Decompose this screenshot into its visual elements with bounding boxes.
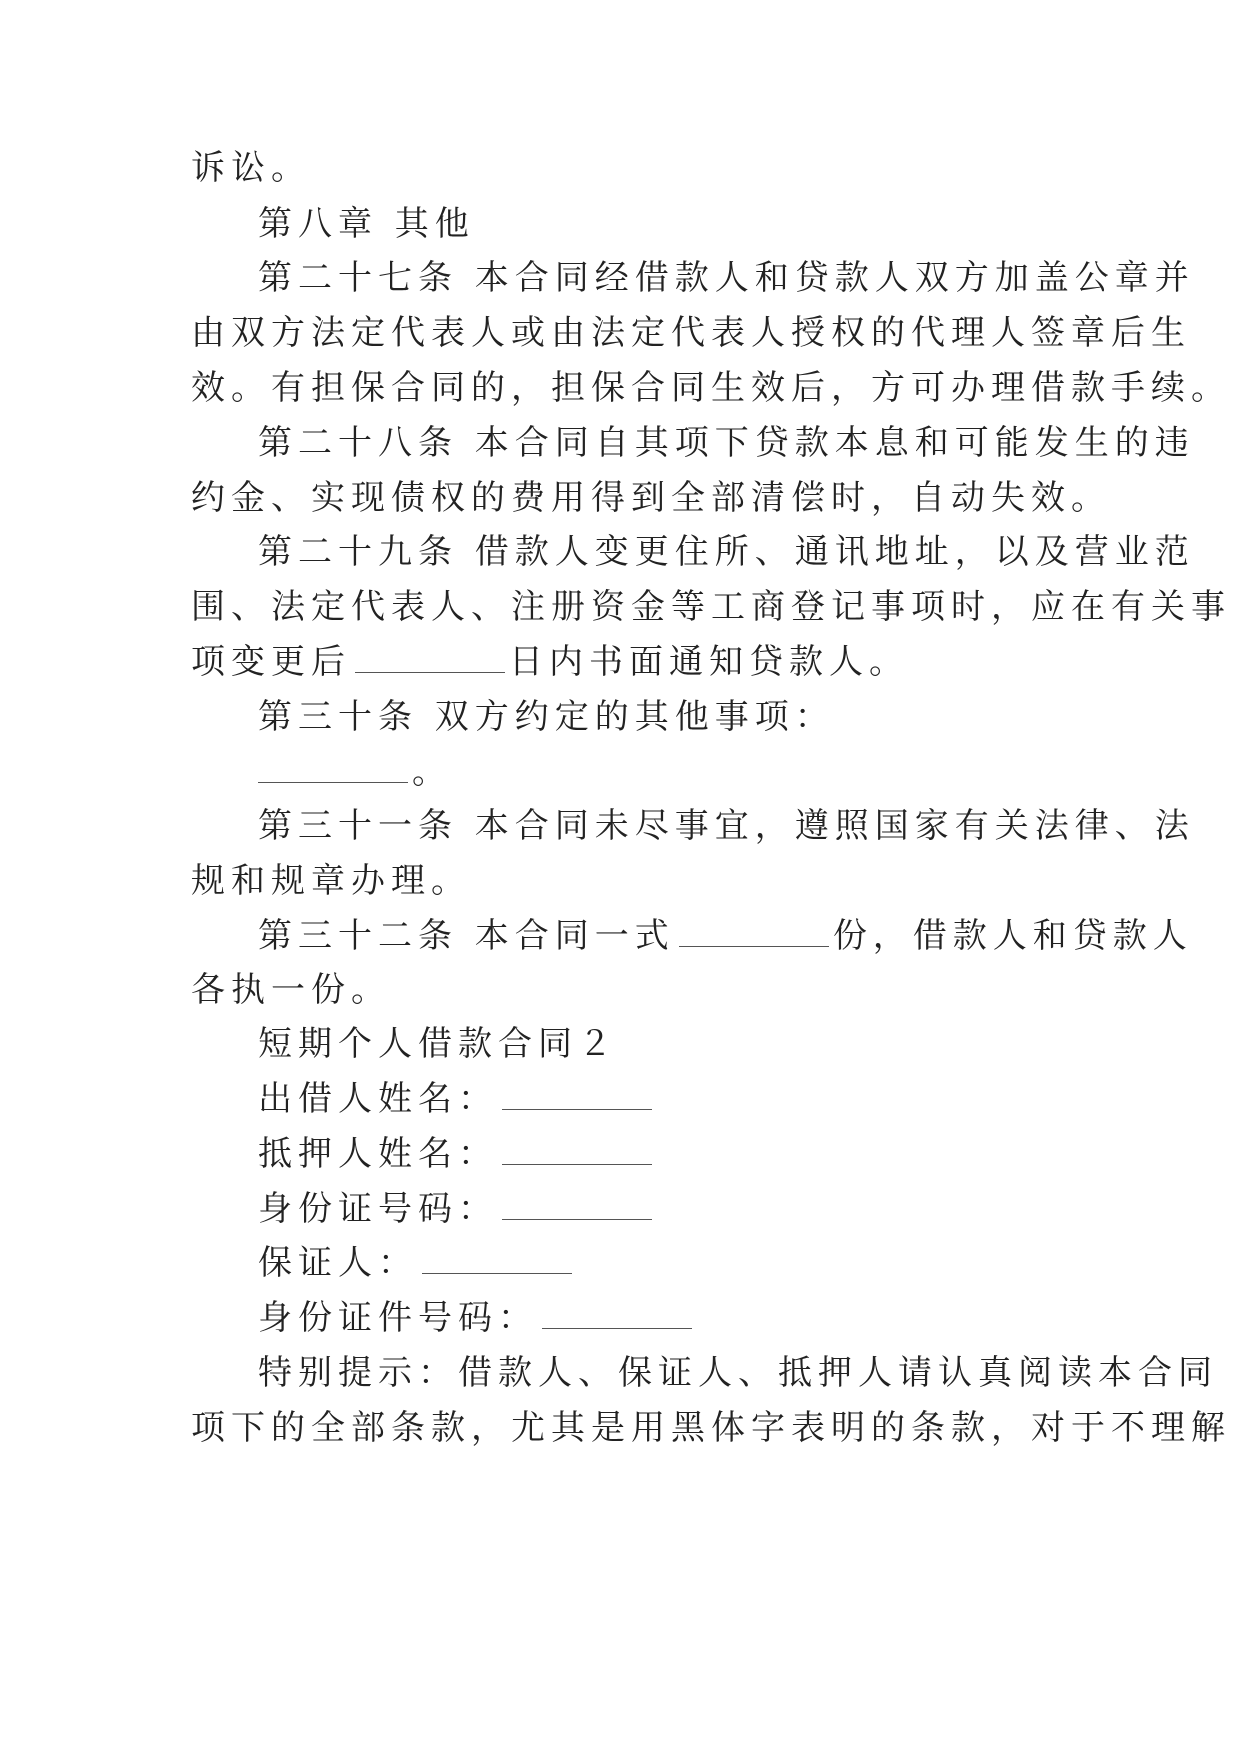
text-line: 由双方法定代表人或由法定代表人授权的代理人签章后生 [191,313,1191,353]
text-line: 围、法定代表人、注册资金等工商登记事项时，应在有关事 [191,587,1231,627]
form-line-id [0,1189,1241,1229]
form-line-mortgagor [0,1134,1241,1174]
text-line: 第二十七条 本合同经借款人和贷款人双方加盖公章并 [258,258,1195,298]
fill-blank[interactable] [355,646,505,673]
text-line [0,916,1241,956]
text-line [0,752,1241,792]
text-line: 约金、实现债权的费用得到全部清偿时，自动失效。 [191,478,1111,518]
text-line: 诉讼。 [191,148,311,188]
text-line: 项下的全部条款，尤其是用黑体字表明的条款，对于不理解 [191,1408,1231,1448]
fill-blank[interactable] [258,756,408,783]
text-line: 效。有担保合同的，担保合同生效后，方可办理借款手续。 [191,368,1231,408]
text-line: 第二十八条 本合同自其项下贷款本息和可能发生的违 [258,423,1195,463]
lender-name-blank[interactable] [502,1083,652,1110]
text-segment: 日内书面通知贷款人。 [509,642,909,682]
text-segment: 份，借款人和贷款人 [832,916,1193,956]
text-segment: 项变更后 [191,642,351,682]
text-line: 第二十九条 借款人变更住所、通讯地址，以及营业范 [258,532,1195,572]
text-line: 各执一份。 [191,970,391,1010]
text-line: 第三十条 双方约定的其他事项： [258,697,835,737]
form-line-guarantor [0,1243,1241,1283]
text-line: 规和规章办理。 [191,861,471,901]
text-segment: 。 [412,752,452,792]
text-segment: 第三十二条 本合同一式 [258,916,675,956]
chapter-heading: 第八章 其他 [258,204,475,244]
form-line-id-document [0,1298,1241,1338]
id-document-number-blank[interactable] [542,1302,692,1329]
text-line: 特别提示：借款人、保证人、抵押人请认真阅读本合同 [258,1353,1218,1393]
section-title: 短期个人借款合同２ [258,1024,618,1064]
field-label: 身份证件号码： [258,1298,538,1338]
guarantor-blank[interactable] [422,1247,572,1274]
text-line [0,642,1241,682]
fill-blank[interactable] [679,920,829,947]
field-label: 保证人： [258,1243,418,1283]
form-line-lender [0,1079,1241,1119]
text-line: 第三十一条 本合同未尽事宜，遵照国家有关法律、法 [258,806,1195,846]
field-label: 身份证号码： [258,1189,498,1229]
id-number-blank[interactable] [502,1193,652,1220]
field-label: 抵押人姓名： [258,1134,498,1174]
mortgagor-name-blank[interactable] [502,1138,652,1165]
field-label: 出借人姓名： [258,1079,498,1119]
